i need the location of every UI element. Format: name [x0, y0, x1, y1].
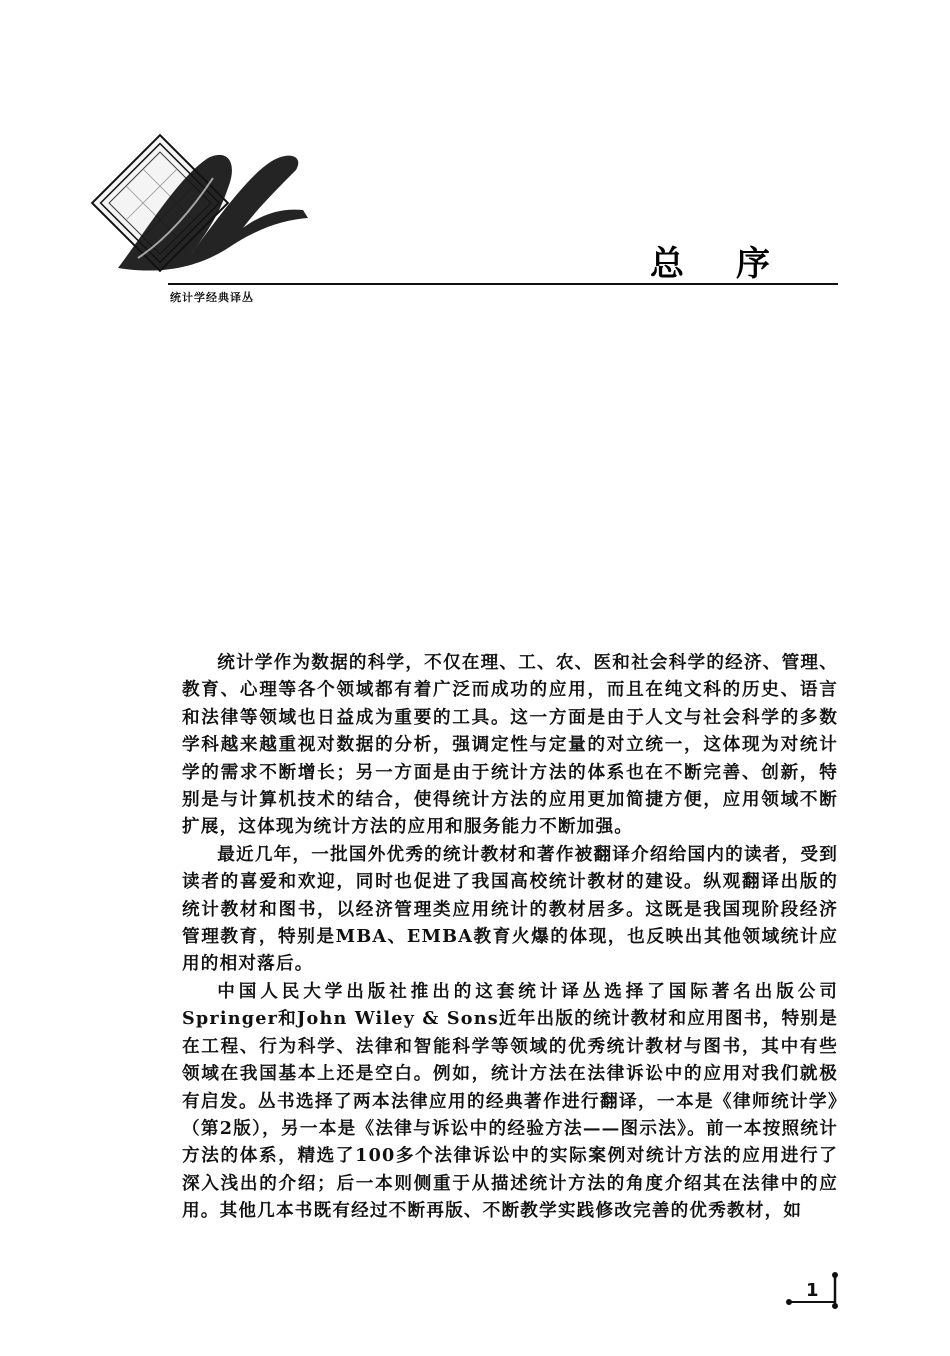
paragraph: 中国人民大学出版社推出的这套统计译丛选择了国际著名出版公司Springer和John Wiley & Sons近年出版的统计教材和应用图书，特别是在工程、行为科学、法律和智能科学等领域的优秀统计教材与图书，其中有些领域在我国基本上还是空白。例如，统计方法在法律诉讼中的应用对我们就极有启发。丛书选择了两本法律应用的经典著作进行翻译，一本是《律师统计学》（第2版），另一本是《法律与诉讼中的经验方法——图示法》。前一本按照统计方法的体系，精选了100多个法律诉讼中的实际案例对统计方法的应用进行了深入浅出的介绍；后一本则侧重于从描述统计方法的角度介绍其在法律中的应用。其他几本书既有经过不断再版、不断教学实践修改完善的优秀教材，如 — [182, 980, 838, 1222]
paragraph: 最近几年，一批国外优秀的统计教材和著作被翻译介绍给国内的读者，受到读者的喜爱和欢迎，同时也促进了我国高校统计教材的建设。纵观翻译出版的统计教材和图书，以经济管理类应用统计的教材居多。这既是我国现阶段经济管理教育，特别是MBA、EMBA教育火爆的体现，也反映出其他领域统计应用的相对落后。 — [182, 843, 838, 975]
page-title: 总序 — [650, 244, 822, 284]
paragraph: 统计学作为数据的科学，不仅在理、工、农、医和社会科学的经济、管理、教育、心理等各个领域都有着广泛而成功的应用，而且在纯文科的历史、语言和法律等领域也日益成为重要的工具。这一方面是由于人文与社会科学的多数学科越来越重视对数据的分析，强调定性与定量的对立统一，这体现为对统计学的需求不断增长；另一方面是由于统计方法的体系也在不断完善、创新，特别是与计算机技术的结合，使得统计方法的应用更加简捷方便，应用领域不断扩展，这体现为统计方法的应用和服务能力不断加强。 — [182, 652, 838, 838]
page-number-bracket-icon — [785, 1272, 855, 1312]
series-logo-icon — [78, 118, 318, 288]
header-rule — [168, 283, 838, 285]
page-number: 1 — [806, 1280, 819, 1301]
series-name: 统计学经典译丛 — [170, 291, 254, 304]
body-text — [182, 649, 838, 1225]
